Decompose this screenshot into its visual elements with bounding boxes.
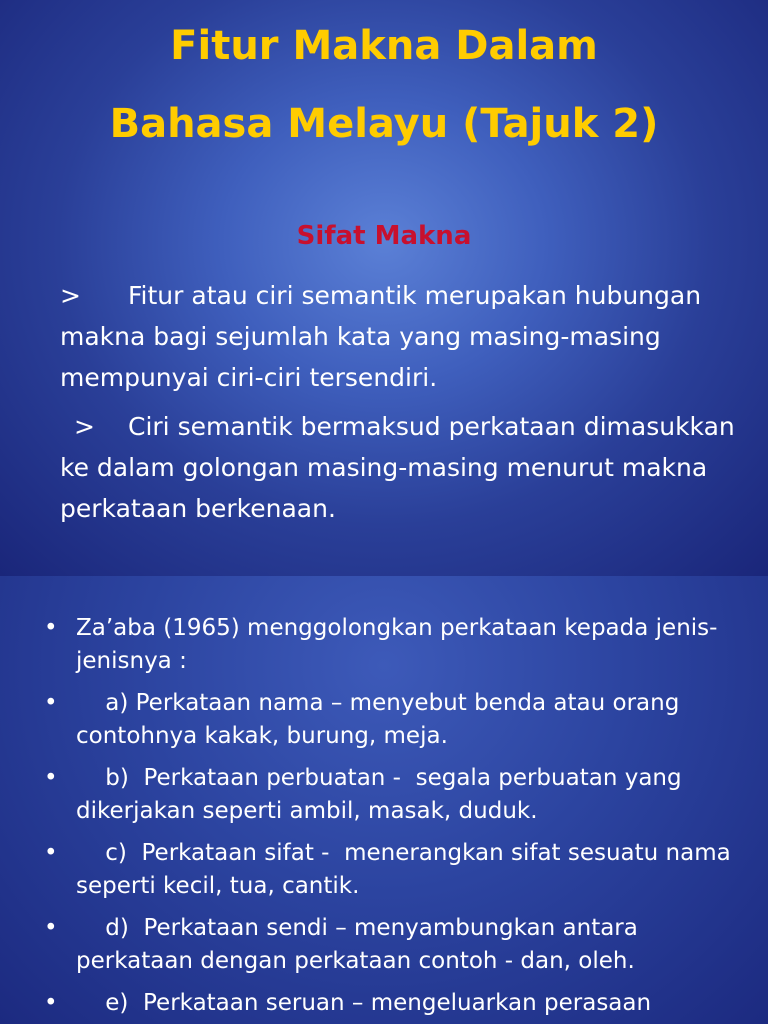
paragraph-fitur xyxy=(60,275,750,398)
bullet-icon: • xyxy=(44,915,58,941)
list-item-text: d) Perkataan sendi – menyambungkan antara perkataan dengan perkataan contoh - dan, oleh. xyxy=(76,915,646,974)
bullet-icon: • xyxy=(44,615,58,641)
list-item-text: a) Perkataan nama – menyebut benda atau orang contohnya kakak, burung, meja. xyxy=(76,690,687,749)
list-item xyxy=(44,837,754,903)
bullet-icon: • xyxy=(44,690,58,716)
list-item-text: Za’aba (1965) menggolongkan perkataan kepada jenis-jenisnya : xyxy=(76,615,718,674)
slide-subtitle: Sifat Makna xyxy=(296,221,472,251)
list-item-text: e) Perkataan seruan – mengeluarkan perasaan xyxy=(76,990,652,1016)
paragraph-ciri-semantik xyxy=(60,406,750,529)
arrow-marker: > xyxy=(74,412,95,441)
bullet-list xyxy=(44,612,754,1024)
list-item-text: b) Perkataan perbuatan - segala perbuatan yang dikerjakan seperti ambil, masak, duduk. xyxy=(76,765,689,824)
bullet-icon: • xyxy=(44,840,58,866)
bullet-icon: • xyxy=(44,990,58,1016)
list-item xyxy=(44,762,754,828)
bullet-icon: • xyxy=(44,765,58,791)
list-item-text: c) Perkataan sifat - menerangkan sifat sesuatu nama seperti kecil, tua, cantik. xyxy=(76,840,739,899)
list-item xyxy=(44,687,754,753)
list-item xyxy=(44,612,754,678)
paragraph-text: Fitur atau ciri semantik merupakan hubungan makna bagi sejumlah kata yang masing-masing mempunyai ciri-ciri tersendiri. xyxy=(60,281,702,392)
arrow-marker: > xyxy=(60,281,81,310)
paragraph-text: Ciri semantik bermaksud perkataan dimasukkan ke dalam golongan masing-masing menurut makna perkataan berkenaan. xyxy=(60,412,735,523)
slide-title-line-2: Bahasa Melayu (Tajuk 2) xyxy=(109,101,659,147)
slide-title-line-1: Fitur Makna Dalam xyxy=(170,23,598,69)
list-item xyxy=(44,987,754,1020)
list-item xyxy=(44,912,754,978)
slide-jenis-perkataan xyxy=(0,576,768,1024)
